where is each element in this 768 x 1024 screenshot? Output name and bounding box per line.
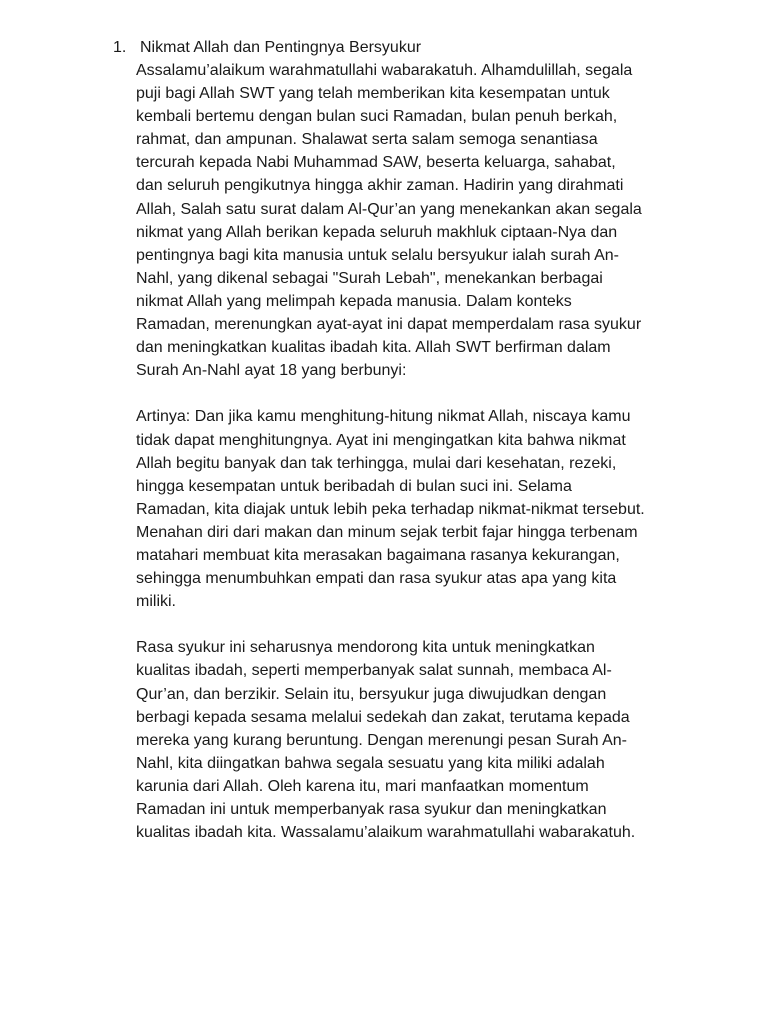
- paragraph-opening: Assalamu’alaikum warahmatullahi wabarakatuh. Alhamdulillah, segala puji bagi Allah SWT yang telah memberikan kita kesempatan untuk kembali bertemu dengan bulan suci Ramadan, bulan penuh berkah, rahmat, dan ampunan. Shalawat serta salam semoga senantiasa tercurah kepada Nabi Muhammad SAW, beserta keluarga, sahabat, dan seluruh pengikutnya hingga akhir zaman. Hadirin yang dirahmati Allah, Salah satu surat dalam Al-Qur’an yang menekankan akan segala nikmat yang Allah berikan kepada seluruh makhluk ciptaan-Nya dan pentingnya bagi kita manusia untuk selalu bersyukur ialah surah An- Nahl, yang dikenal sebagai "Surah Lebah", menekankan berbagai nikmat Allah yang melimpah kepada manusia. Dalam konteks Ramadan, merenungkan ayat-ayat ini dapat memperdalam rasa syukur dan meningkatkan kualitas ibadah kita. Allah SWT berfirman dalam Surah An-Nahl ayat 18 yang berbunyi:: [136, 62, 642, 380]
- paragraph-spacer: [136, 613, 681, 636]
- section-title: Nikmat Allah dan Pentingnya Bersyukur: [140, 39, 422, 56]
- paragraph-spacer: [136, 382, 681, 405]
- section-body: [136, 59, 681, 844]
- list-item-heading: [113, 36, 683, 59]
- numbered-list-item: [113, 36, 683, 844]
- paragraph-closing: Rasa syukur ini seharusnya mendorong kita untuk meningkatkan kualitas ibadah, seperti memperbanyak salat sunnah, membaca Al- Qur’an, dan berzikir. Selain itu, bersyukur juga diwujudkan dengan berbagi kepada sesama melalui sedekah dan zakat, terutama kepada mereka yang kurang beruntung. Dengan merenungi pesan Surah An- Nahl, kita diingatkan bahwa segala sesuatu yang kita miliki adalah karunia dari Allah. Oleh karena itu, mari manfaatkan momentum Ramadan ini untuk memperbanyak rasa syukur dan meningkatkan kualitas ibadah kita. Wassalamu’alaikum warahmatullahi wabarakatuh.: [136, 639, 636, 842]
- list-number: 1.: [113, 39, 127, 56]
- paragraph-translation: Artinya: Dan jika kamu menghitung-hitung nikmat Allah, niscaya kamu tidak dapat menghitungnya. Ayat ini mengingatkan kita bahwa nikmat Allah begitu banyak dan tak terhingga, mulai dari kesehatan, rezeki, hingga kesempatan untuk beribadah di bulan suci ini. Selama Ramadan, kita diajak untuk lebih peka terhadap nikmat-nikmat tersebut. Menahan diri dari makan dan minum sejak terbit fajar hingga terbenam matahari membuat kita merasakan bagaimana rasanya kekurangan, sehingga menumbuhkan empati dan rasa syukur atas apa yang kita miliki.: [136, 408, 645, 611]
